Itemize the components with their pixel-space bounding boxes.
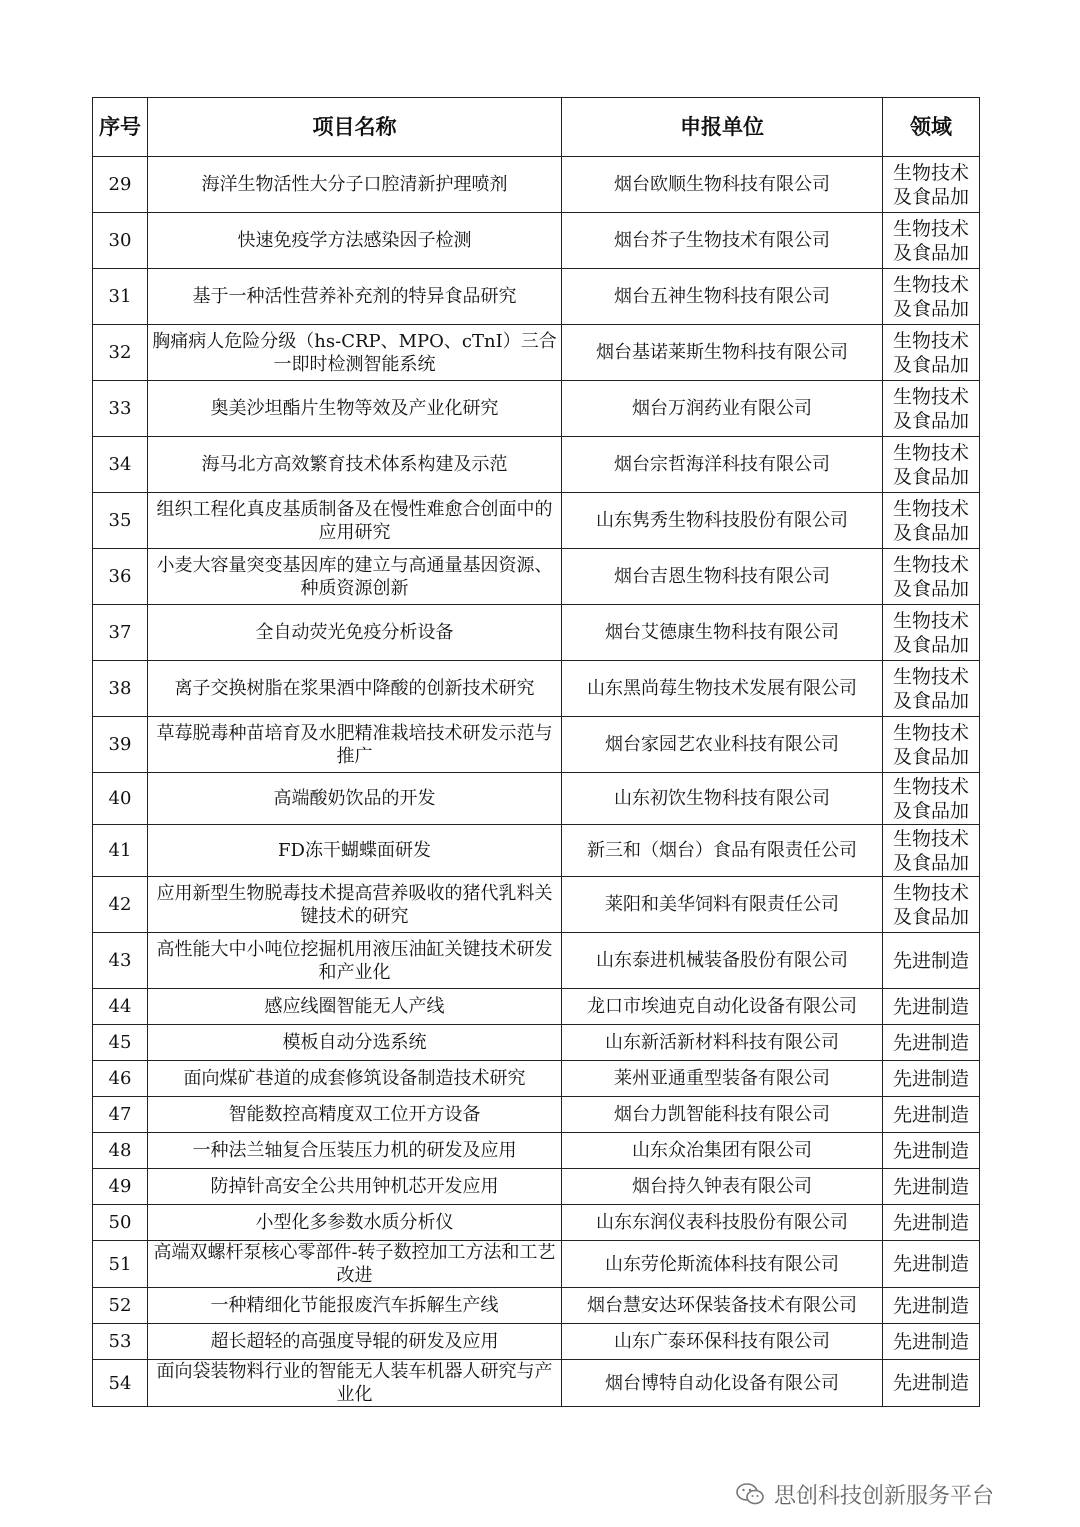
project-name-cell: 应用新型生物脱毒技术提高营养吸收的猪代乳料关键技术的研究 xyxy=(148,877,562,933)
row-no-cell: 45 xyxy=(93,1025,148,1061)
applicant-unit-cell: 山东东润仪表科技股份有限公司 xyxy=(562,1205,883,1241)
watermark-text: 思创科技创新服务平台 xyxy=(774,1483,995,1509)
field-cell: 先进制造 xyxy=(883,1061,980,1097)
table-row xyxy=(93,213,980,269)
table-row xyxy=(93,325,980,381)
field-cell: 生物技术及食品加 xyxy=(883,493,980,549)
row-no-cell: 37 xyxy=(93,605,148,661)
field-cell: 生物技术及食品加 xyxy=(883,437,980,493)
row-no-cell: 29 xyxy=(93,157,148,213)
table-row xyxy=(93,933,980,989)
applicant-unit-cell: 烟台慧安达环保装备技术有限公司 xyxy=(562,1288,883,1324)
project-name-cell: 高端酸奶饮品的开发 xyxy=(148,773,562,825)
field-cell: 先进制造 xyxy=(883,1025,980,1061)
field-cell: 先进制造 xyxy=(883,1205,980,1241)
row-no-cell: 35 xyxy=(93,493,148,549)
field-cell: 先进制造 xyxy=(883,1133,980,1169)
table-row xyxy=(93,1324,980,1360)
row-no-cell: 52 xyxy=(93,1288,148,1324)
header-field: 领域 xyxy=(883,98,980,157)
applicant-unit-cell: 莱州亚通重型装备有限公司 xyxy=(562,1061,883,1097)
wechat-icon xyxy=(736,1482,766,1506)
applicant-unit-cell: 烟台万润药业有限公司 xyxy=(562,381,883,437)
project-name-cell: 基于一种活性营养补充剂的特异食品研究 xyxy=(148,269,562,325)
row-no-cell: 40 xyxy=(93,773,148,825)
project-name-cell: 胸痛病人危险分级（hs-CRP、MPO、cTnI）三合一即时检测智能系统 xyxy=(148,325,562,381)
applicant-unit-cell: 烟台家园艺农业科技有限公司 xyxy=(562,717,883,773)
project-name-cell: 超长超轻的高强度导辊的研发及应用 xyxy=(148,1324,562,1360)
project-name-cell: 面向袋装物料行业的智能无人装车机器人研究与产业化 xyxy=(148,1360,562,1407)
watermark xyxy=(736,1480,994,1508)
project-name-cell: 一种精细化节能报废汽车拆解生产线 xyxy=(148,1288,562,1324)
row-no-cell: 41 xyxy=(93,825,148,877)
row-no-cell: 43 xyxy=(93,933,148,989)
table-row xyxy=(93,877,980,933)
field-cell: 生物技术及食品加 xyxy=(883,661,980,717)
table-body xyxy=(93,157,980,1407)
applicant-unit-cell: 烟台宗哲海洋科技有限公司 xyxy=(562,437,883,493)
row-no-cell: 50 xyxy=(93,1205,148,1241)
applicant-unit-cell: 莱阳和美华饲料有限责任公司 xyxy=(562,877,883,933)
table-row xyxy=(93,1133,980,1169)
row-no-cell: 54 xyxy=(93,1360,148,1407)
applicant-unit-cell: 烟台基诺莱斯生物科技有限公司 xyxy=(562,325,883,381)
row-no-cell: 44 xyxy=(93,989,148,1025)
field-cell: 生物技术及食品加 xyxy=(883,605,980,661)
table-row xyxy=(93,661,980,717)
applicant-unit-cell: 山东泰进机械装备股份有限公司 xyxy=(562,933,883,989)
table-row xyxy=(93,825,980,877)
table-row xyxy=(93,989,980,1025)
table-row xyxy=(93,269,980,325)
project-name-cell: 海马北方高效繁育技术体系构建及示范 xyxy=(148,437,562,493)
table-row xyxy=(93,381,980,437)
table-row xyxy=(93,1097,980,1133)
row-no-cell: 30 xyxy=(93,213,148,269)
project-name-cell: 海洋生物活性大分子口腔清新护理喷剂 xyxy=(148,157,562,213)
applicant-unit-cell: 烟台力凯智能科技有限公司 xyxy=(562,1097,883,1133)
project-name-cell: 全自动荧光免疫分析设备 xyxy=(148,605,562,661)
field-cell: 生物技术及食品加 xyxy=(883,549,980,605)
table-row xyxy=(93,605,980,661)
applicant-unit-cell: 新三和（烟台）食品有限责任公司 xyxy=(562,825,883,877)
row-no-cell: 47 xyxy=(93,1097,148,1133)
table-row xyxy=(93,1241,980,1288)
project-name-cell: 奥美沙坦酯片生物等效及产业化研究 xyxy=(148,381,562,437)
project-name-cell: 智能数控高精度双工位开方设备 xyxy=(148,1097,562,1133)
field-cell: 生物技术及食品加 xyxy=(883,773,980,825)
field-cell: 生物技术及食品加 xyxy=(883,157,980,213)
project-name-cell: 高端双螺杆泵核心零部件-转子数控加工方法和工艺改进 xyxy=(148,1241,562,1288)
applicant-unit-cell: 烟台吉恩生物科技有限公司 xyxy=(562,549,883,605)
row-no-cell: 38 xyxy=(93,661,148,717)
field-cell: 先进制造 xyxy=(883,1097,980,1133)
applicant-unit-cell: 烟台艾德康生物科技有限公司 xyxy=(562,605,883,661)
table-row xyxy=(93,549,980,605)
applicant-unit-cell: 山东众冶集团有限公司 xyxy=(562,1133,883,1169)
table-row xyxy=(93,1360,980,1407)
applicant-unit-cell: 山东隽秀生物科技股份有限公司 xyxy=(562,493,883,549)
header-project-name: 项目名称 xyxy=(148,98,562,157)
field-cell: 先进制造 xyxy=(883,1241,980,1288)
row-no-cell: 48 xyxy=(93,1133,148,1169)
table-row xyxy=(93,773,980,825)
project-name-cell: 小型化多参数水质分析仪 xyxy=(148,1205,562,1241)
row-no-cell: 33 xyxy=(93,381,148,437)
field-cell: 先进制造 xyxy=(883,1169,980,1205)
project-name-cell: 小麦大容量突变基因库的建立与高通量基因资源、种质资源创新 xyxy=(148,549,562,605)
project-name-cell: 模板自动分选系统 xyxy=(148,1025,562,1061)
project-name-cell: 感应线圈智能无人产线 xyxy=(148,989,562,1025)
project-name-cell: 离子交换树脂在浆果酒中降酸的创新技术研究 xyxy=(148,661,562,717)
field-cell: 先进制造 xyxy=(883,933,980,989)
table-row xyxy=(93,437,980,493)
project-name-cell: 面向煤矿巷道的成套修筑设备制造技术研究 xyxy=(148,1061,562,1097)
applicant-unit-cell: 烟台博特自动化设备有限公司 xyxy=(562,1360,883,1407)
applicant-unit-cell: 山东初饮生物科技有限公司 xyxy=(562,773,883,825)
header-no: 序号 xyxy=(93,98,148,157)
applicant-unit-cell: 山东黑尚莓生物技术发展有限公司 xyxy=(562,661,883,717)
project-name-cell: 高性能大中小吨位挖掘机用液压油缸关键技术研发和产业化 xyxy=(148,933,562,989)
field-cell: 生物技术及食品加 xyxy=(883,381,980,437)
row-no-cell: 51 xyxy=(93,1241,148,1288)
project-table xyxy=(92,97,980,1407)
field-cell: 生物技术及食品加 xyxy=(883,717,980,773)
table-row xyxy=(93,1169,980,1205)
table-row xyxy=(93,493,980,549)
row-no-cell: 46 xyxy=(93,1061,148,1097)
field-cell: 生物技术及食品加 xyxy=(883,825,980,877)
project-name-cell: FD冻干蝴蝶面研发 xyxy=(148,825,562,877)
field-cell: 先进制造 xyxy=(883,1360,980,1407)
row-no-cell: 39 xyxy=(93,717,148,773)
row-no-cell: 42 xyxy=(93,877,148,933)
field-cell: 生物技术及食品加 xyxy=(883,877,980,933)
applicant-unit-cell: 烟台五神生物科技有限公司 xyxy=(562,269,883,325)
table-row xyxy=(93,1288,980,1324)
project-name-cell: 快速免疫学方法感染因子检测 xyxy=(148,213,562,269)
header-applicant-unit: 申报单位 xyxy=(562,98,883,157)
row-no-cell: 34 xyxy=(93,437,148,493)
applicant-unit-cell: 烟台持久钟表有限公司 xyxy=(562,1169,883,1205)
applicant-unit-cell: 山东劳伦斯流体科技有限公司 xyxy=(562,1241,883,1288)
project-name-cell: 草莓脱毒种苗培育及水肥精准栽培技术研发示范与推广 xyxy=(148,717,562,773)
row-no-cell: 31 xyxy=(93,269,148,325)
project-name-cell: 防掉针高安全公共用钟机芯开发应用 xyxy=(148,1169,562,1205)
row-no-cell: 49 xyxy=(93,1169,148,1205)
applicant-unit-cell: 烟台欧顺生物科技有限公司 xyxy=(562,157,883,213)
table-row xyxy=(93,157,980,213)
table-row xyxy=(93,1025,980,1061)
applicant-unit-cell: 山东新活新材料科技有限公司 xyxy=(562,1025,883,1061)
project-name-cell: 组织工程化真皮基质制备及在慢性难愈合创面中的应用研究 xyxy=(148,493,562,549)
row-no-cell: 32 xyxy=(93,325,148,381)
field-cell: 生物技术及食品加 xyxy=(883,269,980,325)
table-row xyxy=(93,1061,980,1097)
field-cell: 生物技术及食品加 xyxy=(883,325,980,381)
project-name-cell: 一种法兰轴复合压装压力机的研发及应用 xyxy=(148,1133,562,1169)
table-header-row xyxy=(93,98,980,157)
row-no-cell: 53 xyxy=(93,1324,148,1360)
field-cell: 先进制造 xyxy=(883,1288,980,1324)
field-cell: 生物技术及食品加 xyxy=(883,213,980,269)
row-no-cell: 36 xyxy=(93,549,148,605)
field-cell: 先进制造 xyxy=(883,1324,980,1360)
table-row xyxy=(93,1205,980,1241)
field-cell: 先进制造 xyxy=(883,989,980,1025)
applicant-unit-cell: 龙口市埃迪克自动化设备有限公司 xyxy=(562,989,883,1025)
applicant-unit-cell: 山东广泰环保科技有限公司 xyxy=(562,1324,883,1360)
applicant-unit-cell: 烟台芥子生物技术有限公司 xyxy=(562,213,883,269)
table-row xyxy=(93,717,980,773)
